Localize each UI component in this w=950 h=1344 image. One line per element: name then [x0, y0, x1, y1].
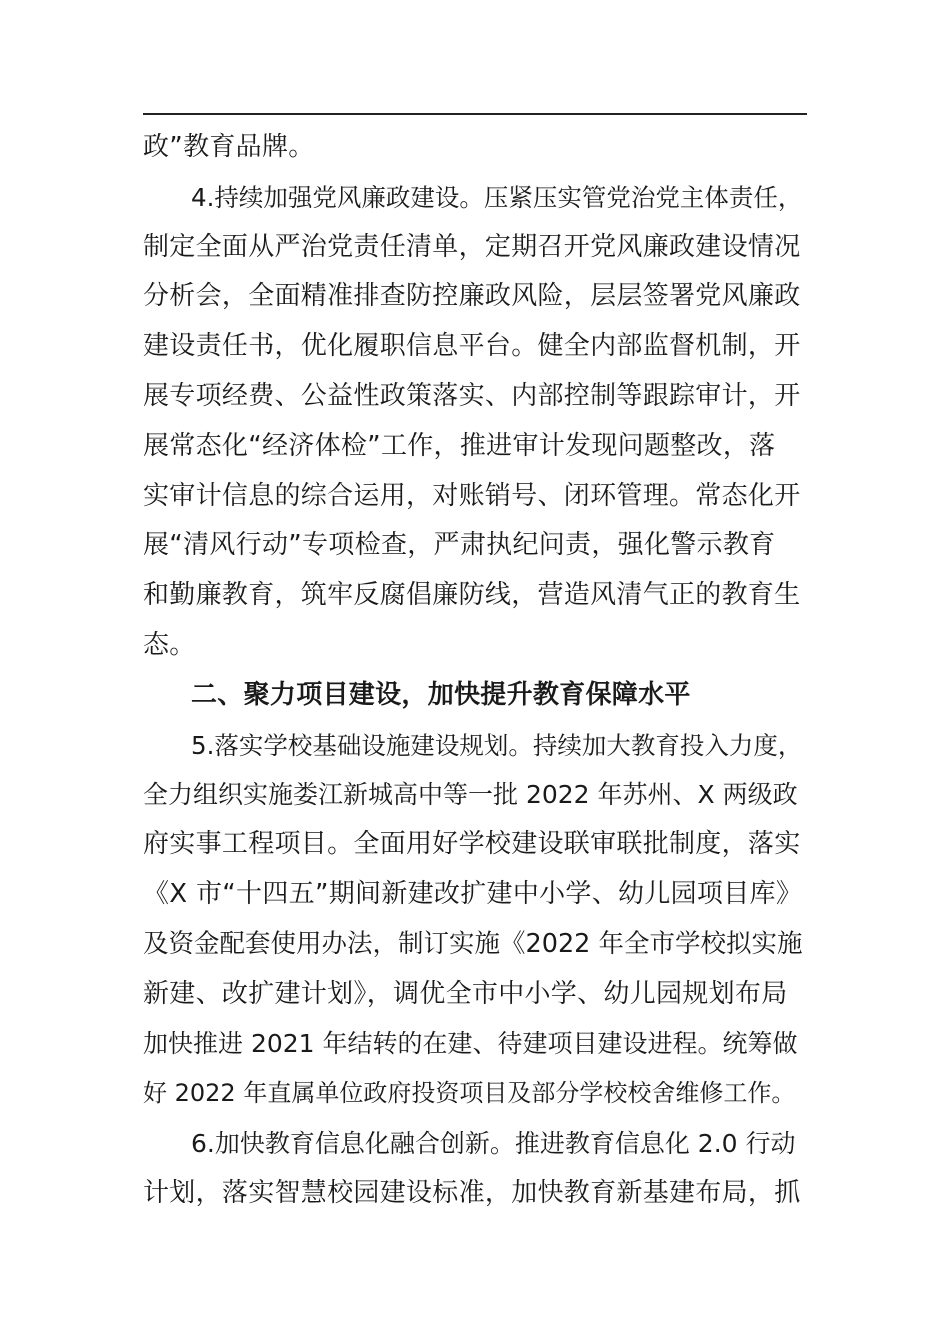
paragraph-5-start: 5.落实学校基础设施建设规划。持续加大教育投入力度， [191, 730, 803, 760]
text-line: 府实事工程项目。全面用好学校建设联审联批制度，落实 [143, 829, 801, 860]
text-line: 分析会，全面精准排查防控廉政风险，层层签署党风廉政 [143, 281, 801, 312]
text-line: 实审计信息的综合运用，对账销号、闭环管理。常态化开 [143, 480, 801, 511]
text-line: 建设责任书，优化履职信息平台。健全内部监督机制，开 [143, 331, 801, 362]
header-rule [143, 113, 807, 115]
text-line: 展常态化“经济体检”工作，推进审计发现问题整改，落 [143, 430, 776, 461]
text-line: 展“清风行动”专项检查，严肃执纪问责，强化警示教育 [143, 530, 776, 561]
text-line: 和勤廉教育，筑牢反腐倡廉防线，营造风清气正的教育生 [143, 580, 801, 611]
text-line: 计划，落实智慧校园建设标准，加快教育新基建布局，抓 [143, 1177, 801, 1208]
paragraph-6-start: 6.加快教育信息化融合创新。推进教育信息化 2.0 行动 [191, 1128, 796, 1158]
text-line: 加快推进 2021 年结转的在建、待建项目建设进程。统筹做 [143, 1029, 798, 1059]
section-heading: 二、聚力项目建设，加快提升教育保障水平 [191, 679, 691, 710]
text-line: 制定全面从严治党责任清单，定期召开党风廉政建设情况 [143, 231, 801, 262]
document-body [143, 123, 807, 1219]
text-line: 《X 市“十四五”期间新建改扩建中小学、幼儿园项目库》 [143, 878, 803, 909]
text-line: 全力组织实施娄江新城高中等一批 2022 年苏州、X 两级政 [143, 780, 798, 810]
text-line: 政”教育品牌。 [143, 132, 315, 162]
text-line: 及资金配套使用办法，制订实施《2022 年全市学校拟实施 [143, 928, 803, 959]
text-line: 好 2022 年直属单位政府投资项目及部分学校校舍维修工作。 [143, 1079, 796, 1108]
text-line: 展专项经费、公益性政策落实、内部控制等跟踪审计，开 [143, 380, 801, 411]
text-line: 态。 [143, 629, 196, 660]
paragraph-4-start: 4.持续加强党风廉政建设。压紧压实管党治党主体责任， [191, 182, 803, 212]
text-line: 新建、改扩建计划》，调优全市中小学、幼儿园规划布局 [143, 978, 788, 1009]
